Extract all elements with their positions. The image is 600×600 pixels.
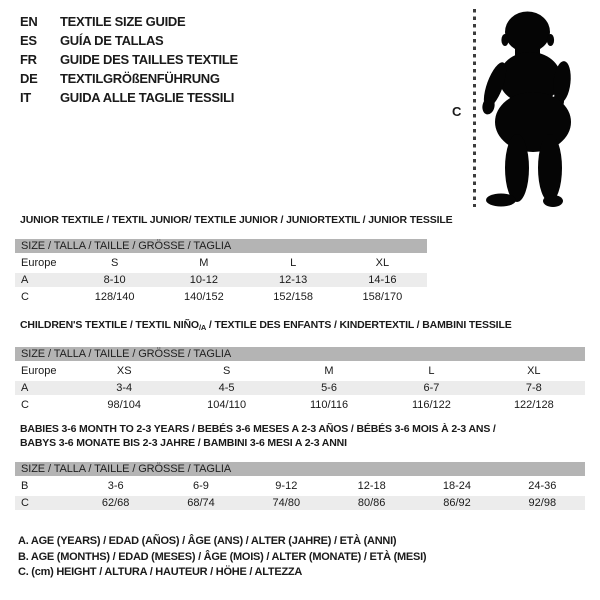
row-cell: 122/128: [513, 399, 554, 411]
row-cell: 14-16: [368, 274, 397, 286]
table-row: [15, 256, 427, 270]
row-cell: M: [324, 365, 334, 377]
row-cell: L: [290, 257, 297, 269]
row-cell: 152/158: [273, 291, 313, 303]
row-cell: 12-18: [357, 480, 386, 492]
size-header-bar: SIZE / TALLA / TAILLE / GRÖSSE / TAGLIA: [15, 347, 585, 361]
table-title-line: [20, 213, 453, 227]
table-title-line: [20, 436, 585, 450]
footnotes: [18, 534, 426, 581]
lang-title: TEXTILGRÖßENFÜHRUNG: [60, 71, 220, 86]
row-cell: 3-6: [107, 480, 124, 492]
language-title-block: [20, 12, 238, 107]
size-header-bar: SIZE / TALLA / TAILLE / GRÖSSE / TAGLIA: [15, 239, 427, 253]
row-label: A: [21, 382, 29, 394]
table-row: [15, 273, 427, 287]
lang-code: EN: [20, 14, 38, 29]
table-row: [15, 364, 585, 378]
size-header-bar: SIZE / TALLA / TAILLE / GRÖSSE / TAGLIA: [15, 462, 585, 476]
row-cell: 62/68: [101, 497, 130, 509]
footnote-b: B. AGE (MONTHS) / EDAD (MESES) / ÂGE (MOIS) / ALTER (MONATE) / ETÀ (MESI): [18, 550, 427, 563]
lang-row-en: [20, 12, 238, 31]
table-row: [15, 479, 585, 493]
row-cell: XL: [527, 365, 541, 377]
row-cell: 74/80: [272, 497, 301, 509]
table-title-text: CHILDREN'S TEXTILE / TEXTIL NIÑO: [20, 319, 199, 331]
row-cell: 104/110: [207, 399, 247, 411]
row-cell: XL: [375, 257, 390, 269]
row-label: B: [21, 480, 29, 492]
table-title: [15, 422, 585, 450]
row-cell: 6-9: [193, 480, 209, 492]
row-cell: S: [110, 257, 119, 269]
lang-code: FR: [20, 52, 37, 67]
junior-textile-table: [15, 213, 453, 304]
row-cell: 24-36: [528, 480, 557, 492]
row-cell: 3-4: [116, 382, 133, 394]
table-title: [15, 318, 585, 335]
row-label: C: [21, 291, 29, 303]
table-title-text: BABYS 3-6 MONATE BIS 2-3 JAHRE / BAMBINI 3-6 MESI A 2-3 ANNI: [20, 437, 347, 449]
row-cell: 5-6: [321, 382, 337, 394]
row-cell: 110/116: [309, 399, 349, 411]
row-cell: 4-5: [218, 382, 235, 394]
lang-title: GUIDA ALLE TAGLIE TESSILI: [60, 90, 235, 105]
row-cell: 18-24: [442, 480, 472, 492]
lang-code: IT: [20, 90, 31, 105]
table-title-text: JUNIOR TEXTILE / TEXTIL JUNIOR/ TEXTILE JUNIOR / JUNIORTEXTIL / JUNIOR TESSILE: [20, 214, 453, 226]
row-label: A: [21, 274, 29, 286]
table-title-text: BABIES 3-6 MONTH TO 2-3 YEARS / BEBÉS 3-6 MESES A 2-3 AÑOS / BÉBÉS 3-6 MOIS À 2-3 ANS /: [20, 423, 496, 435]
lang-title: TEXTILE SIZE GUIDE: [60, 14, 186, 29]
row-cell: 10-12: [189, 274, 218, 286]
table-title-subscript: /A: [198, 323, 207, 332]
row-cell: 68/74: [187, 497, 215, 509]
babies-textile-table: [15, 422, 585, 510]
row-cell: S: [222, 365, 231, 377]
row-cell: 8-10: [103, 274, 126, 286]
row-label: C: [21, 497, 29, 509]
baby-silhouette-icon: [482, 10, 574, 208]
row-cell: L: [428, 365, 435, 377]
lang-code: ES: [20, 33, 37, 48]
row-cell: 158/170: [362, 291, 403, 303]
childrens-textile-table: [15, 318, 585, 412]
row-cell: 80/86: [357, 497, 386, 509]
lang-row-fr: [20, 50, 238, 69]
row-cell: 92/98: [528, 497, 557, 509]
table-title-text: / TEXTILE DES ENFANTS / KINDERTEXTIL / BAMBINI TESSILE: [206, 319, 512, 331]
table-row: [15, 290, 427, 304]
lang-row-de: [20, 69, 238, 88]
row-cell: 9-12: [275, 480, 298, 492]
table-title-line: [20, 318, 585, 335]
footnote-c: C. (cm) HEIGHT / ALTURA / HAUTEUR / HÖHE / ALTEZZA: [18, 566, 303, 578]
row-cell: XS: [116, 365, 132, 377]
row-cell: M: [199, 257, 209, 269]
lang-row-es: [20, 31, 238, 50]
row-label: Europe: [21, 365, 57, 377]
footnote-a: A. AGE (YEARS) / EDAD (AÑOS) / ÂGE (ANS) / ALTER (JAHRE) / ETÀ (ANNI): [18, 535, 397, 547]
height-measure-label: C: [452, 104, 462, 119]
lang-code: DE: [20, 71, 38, 86]
row-cell: 140/152: [183, 291, 224, 303]
table-title: [15, 213, 453, 227]
row-label: Europe: [21, 257, 57, 269]
row-cell: 7-8: [525, 382, 542, 394]
row-cell: 116/122: [411, 399, 451, 411]
lang-title: GUÍA DE TALLAS: [60, 33, 164, 48]
row-cell: 6-7: [423, 382, 440, 394]
lang-title: GUIDE DES TAILLES TEXTILE: [60, 52, 238, 67]
table-row: [15, 381, 585, 395]
row-label: C: [21, 399, 29, 411]
height-dotted-line: [473, 9, 476, 207]
table-title-line: [20, 422, 585, 436]
table-row: [15, 496, 585, 510]
table-row: [15, 398, 585, 412]
row-cell: 98/104: [107, 399, 142, 411]
lang-row-it: [20, 88, 238, 107]
row-cell: 12-13: [279, 274, 308, 286]
row-cell: 128/140: [94, 291, 135, 303]
row-cell: 86/92: [443, 497, 471, 509]
